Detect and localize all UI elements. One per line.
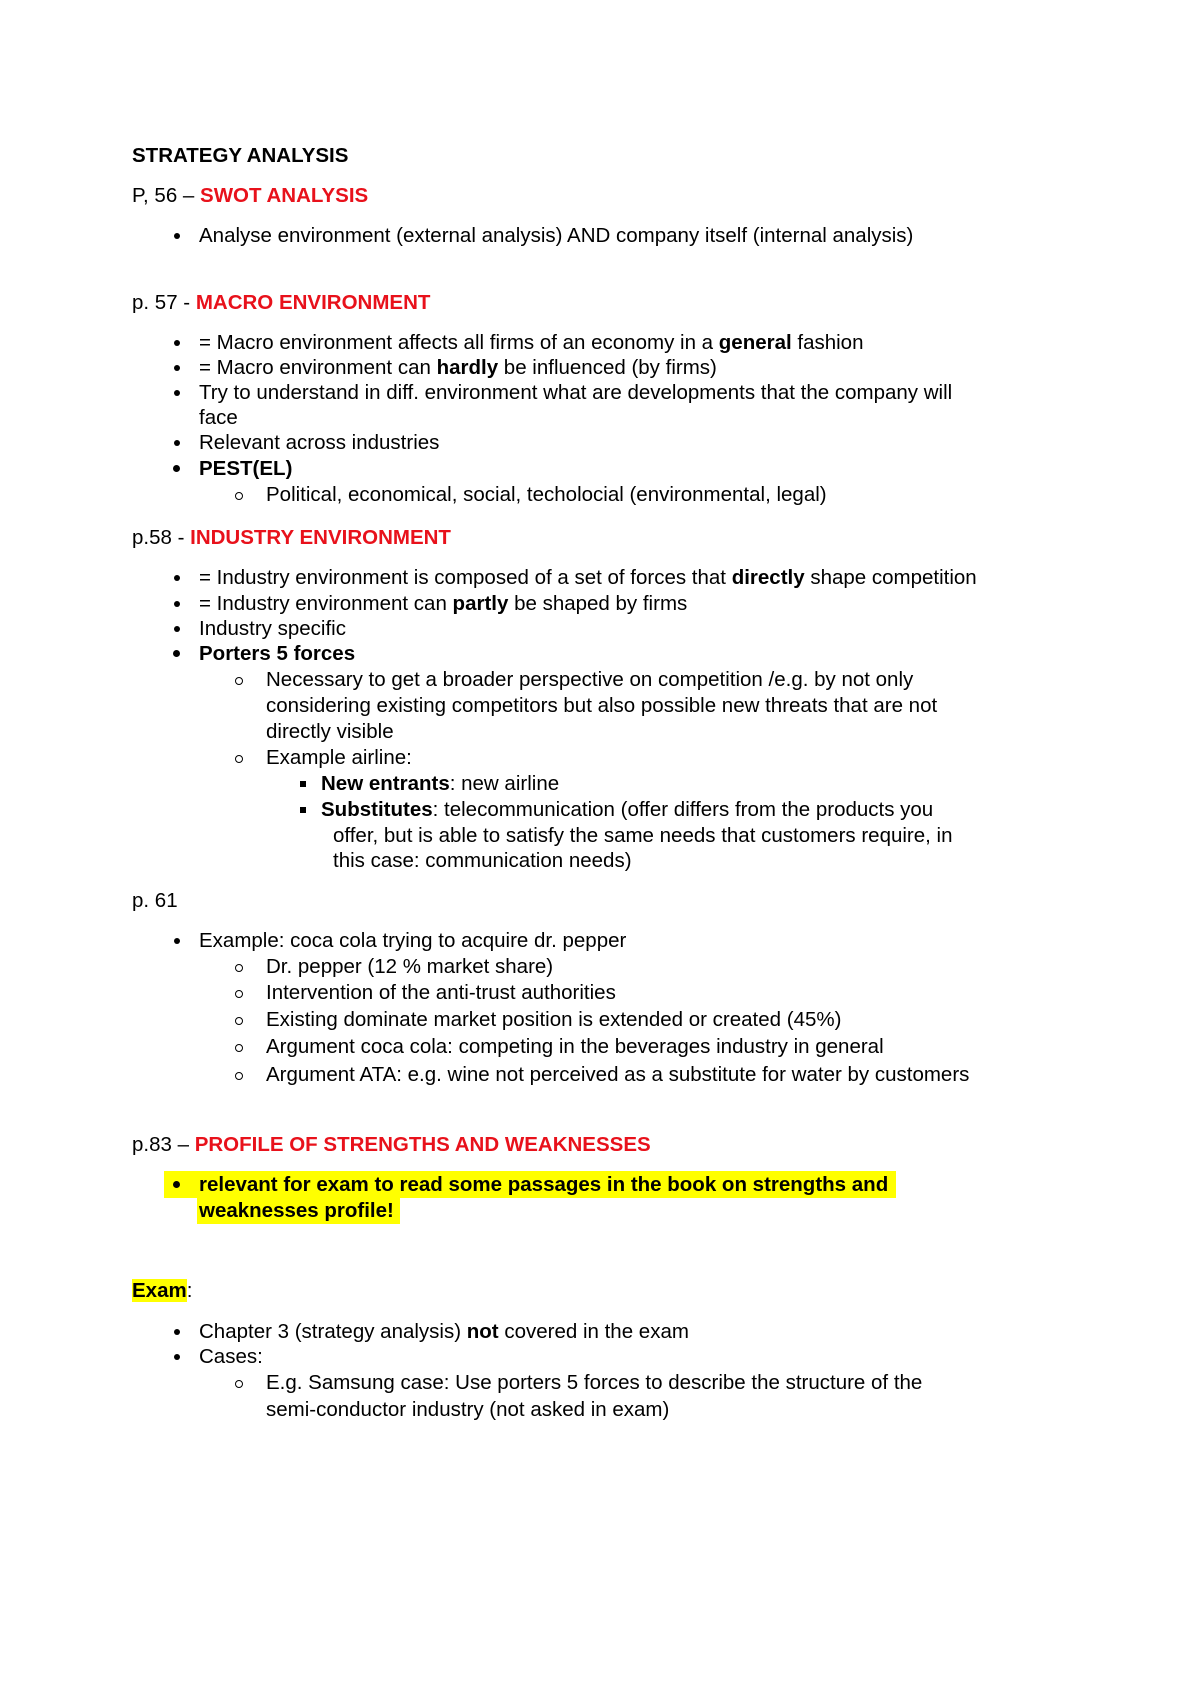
- sub-list-item-text: Existing dominate market position is extended or created (45%): [266, 1008, 842, 1031]
- circle-bullet-icon: [235, 1017, 243, 1025]
- sub-list-item-text: Dr. pepper (12 % market share): [266, 955, 554, 978]
- list-item-text: Porters 5 forces: [199, 642, 356, 665]
- section-heading-exam: Exam:: [132, 1279, 193, 1302]
- list-item-text: = Industry environment is composed of a set of forces that directly shape competition: [199, 566, 977, 589]
- bullet-icon: [174, 440, 180, 446]
- circle-bullet-icon: [235, 990, 243, 998]
- sub-list-item-text: Argument ATA: e.g. wine not perceived as a substitute for water by customers: [266, 1063, 970, 1086]
- circle-bullet-icon: [235, 964, 243, 972]
- heading-text: SWOT ANALYSIS: [200, 184, 369, 207]
- circle-bullet-icon: [235, 492, 243, 500]
- list-item-text: Industry specific: [199, 617, 346, 640]
- sub-list-item-text: Necessary to get a broader perspective on competition /e.g. by not only: [266, 668, 914, 691]
- list-item-text: Analyse environment (external analysis) AND company itself (internal analysis): [199, 224, 914, 247]
- page-reference: p.83 –: [132, 1133, 195, 1156]
- heading-text: MACRO ENVIRONMENT: [195, 291, 431, 314]
- sub-sub-list-item-text: New entrants: new airline: [321, 772, 560, 795]
- exam-label: Exam: [132, 1279, 187, 1302]
- section-heading-macro: [132, 289, 430, 317]
- square-bullet-icon: [300, 807, 306, 813]
- bullet-icon: [174, 233, 180, 239]
- bullet-icon: [174, 1354, 180, 1360]
- bullet-icon: [174, 390, 180, 396]
- sub-list-item-text-continued: directly visible: [266, 720, 394, 743]
- list-item-text: = Macro environment can hardly be influenced (by firms): [199, 356, 717, 379]
- list-item-text: Try to understand in diff. environment what are developments that the company will: [199, 381, 953, 404]
- list-item-text: PEST(EL): [199, 457, 293, 480]
- bullet-icon: [174, 626, 180, 632]
- list-item-text-continued: face: [199, 406, 238, 429]
- circle-bullet-icon: [235, 1044, 243, 1052]
- sub-list-item-text: Argument coca cola: competing in the beverages industry in general: [266, 1035, 884, 1058]
- section-heading-p61: p. 61: [132, 889, 178, 912]
- sub-list-item-text: E.g. Samsung case: Use porters 5 forces to describe the structure of the: [266, 1371, 923, 1394]
- square-bullet-icon: [300, 781, 306, 787]
- bullet-icon: [173, 1181, 180, 1188]
- bullet-icon: [174, 575, 180, 581]
- page-reference: p.58 -: [132, 526, 191, 549]
- sub-list-item-text: Political, economical, social, techolocial (environmental, legal): [266, 483, 827, 506]
- bullet-icon: [174, 601, 180, 607]
- bullet-icon: [174, 938, 180, 944]
- heading-text: INDUSTRY ENVIRONMENT: [190, 526, 451, 549]
- sub-sub-list-item-text-continued: offer, but is able to satisfy the same needs that customers require, in: [333, 824, 953, 847]
- sub-list-item-text-continued: semi-conductor industry (not asked in exam): [266, 1398, 670, 1421]
- list-item-text: = Macro environment affects all firms of an economy in a general fashion: [199, 331, 864, 354]
- document-title: STRATEGY ANALYSIS: [132, 144, 349, 167]
- section-heading-profile: [132, 1131, 651, 1159]
- section-heading-industry: [132, 524, 451, 552]
- list-item-text: Cases:: [199, 1345, 263, 1368]
- sub-list-item-text: Intervention of the anti-trust authorities: [266, 981, 616, 1004]
- list-item-text: Example: coca cola trying to acquire dr. pepper: [199, 929, 627, 952]
- heading-text: PROFILE OF STRENGTHS AND WEAKNESSES: [194, 1133, 651, 1156]
- bullet-icon: [174, 1329, 180, 1335]
- list-item-text: Chapter 3 (strategy analysis) not covered in the exam: [199, 1320, 689, 1343]
- bullet-icon: [173, 650, 180, 657]
- bullet-icon: [174, 340, 180, 346]
- list-item-text: = Industry environment can partly be shaped by firms: [199, 592, 688, 615]
- page-reference: P, 56 –: [132, 184, 201, 207]
- list-item-text: relevant for exam to read some passages in the book on strengths and: [199, 1173, 889, 1196]
- circle-bullet-icon: [235, 1072, 243, 1080]
- circle-bullet-icon: [235, 677, 243, 685]
- page-reference: p. 57 -: [132, 291, 196, 314]
- sub-sub-list-item-text: Substitutes: telecommunication (offer differs from the products you: [321, 798, 934, 821]
- list-item-text: Relevant across industries: [199, 431, 440, 454]
- bullet-icon: [174, 365, 180, 371]
- circle-bullet-icon: [235, 1380, 243, 1388]
- sub-sub-list-item-text-continued: this case: communication needs): [333, 849, 632, 872]
- sub-list-item-text-continued: considering existing competitors but also possible new threats that are not: [266, 694, 938, 717]
- circle-bullet-icon: [235, 755, 243, 763]
- sub-list-item-text: Example airline:: [266, 746, 412, 769]
- document-page: STRATEGY ANALYSIS P, 56 – SWOT ANALYSIS Analyse environment (external analysis) AND company itself (internal analysis) p. 57 - MACRO ENVIRONMENT = Macro environment affects all firms of an economy in a general fashion = Macro environment can hardly be influenced (by firms) Try to understand in diff. environment what are developments that the company will face Relevant across industries PEST(EL) Political, economical, social, techolocial (environmental, legal) p.58 - INDUSTRY ENVIRONMENT = Industry environment is composed of a set of forces that directly shape competition = Industry environment can partly be shaped by firms Industry specific Porters 5 forces Necessary to get a broader perspective on competition /e.g. by not only considering existing competitors but also possible new threats that are not directly visible Example airline: New entrants: new airline Substitutes: telecommunication (offer differs from the products you offer, but is able to satisfy the same needs that customers require, in this case: communication needs) p. 61 Example: coca cola trying to acquire dr. pepper Dr. pepper (12 % market share) Intervention of the anti-trust authorities Existing dominate market position is extended or created (45%) Argument coca cola: competing in the beverages industry in general Argument ATA: e.g. wine not perceived as a substitute for water by customers p.83 – PROFILE OF STRENGTHS AND WEAKNESSES relevant for exam to read some passages in the book on strengths and weaknesses profile! Exam: Chapter 3 (strategy analysis) not covered in the exam Cases: E.g. Samsung case: Use porters 5 forces to describe the structure of the semi-conductor industry (not asked in exam): [0, 0, 1200, 1698]
- bullet-icon: [173, 465, 180, 472]
- section-heading-swot: [132, 182, 368, 210]
